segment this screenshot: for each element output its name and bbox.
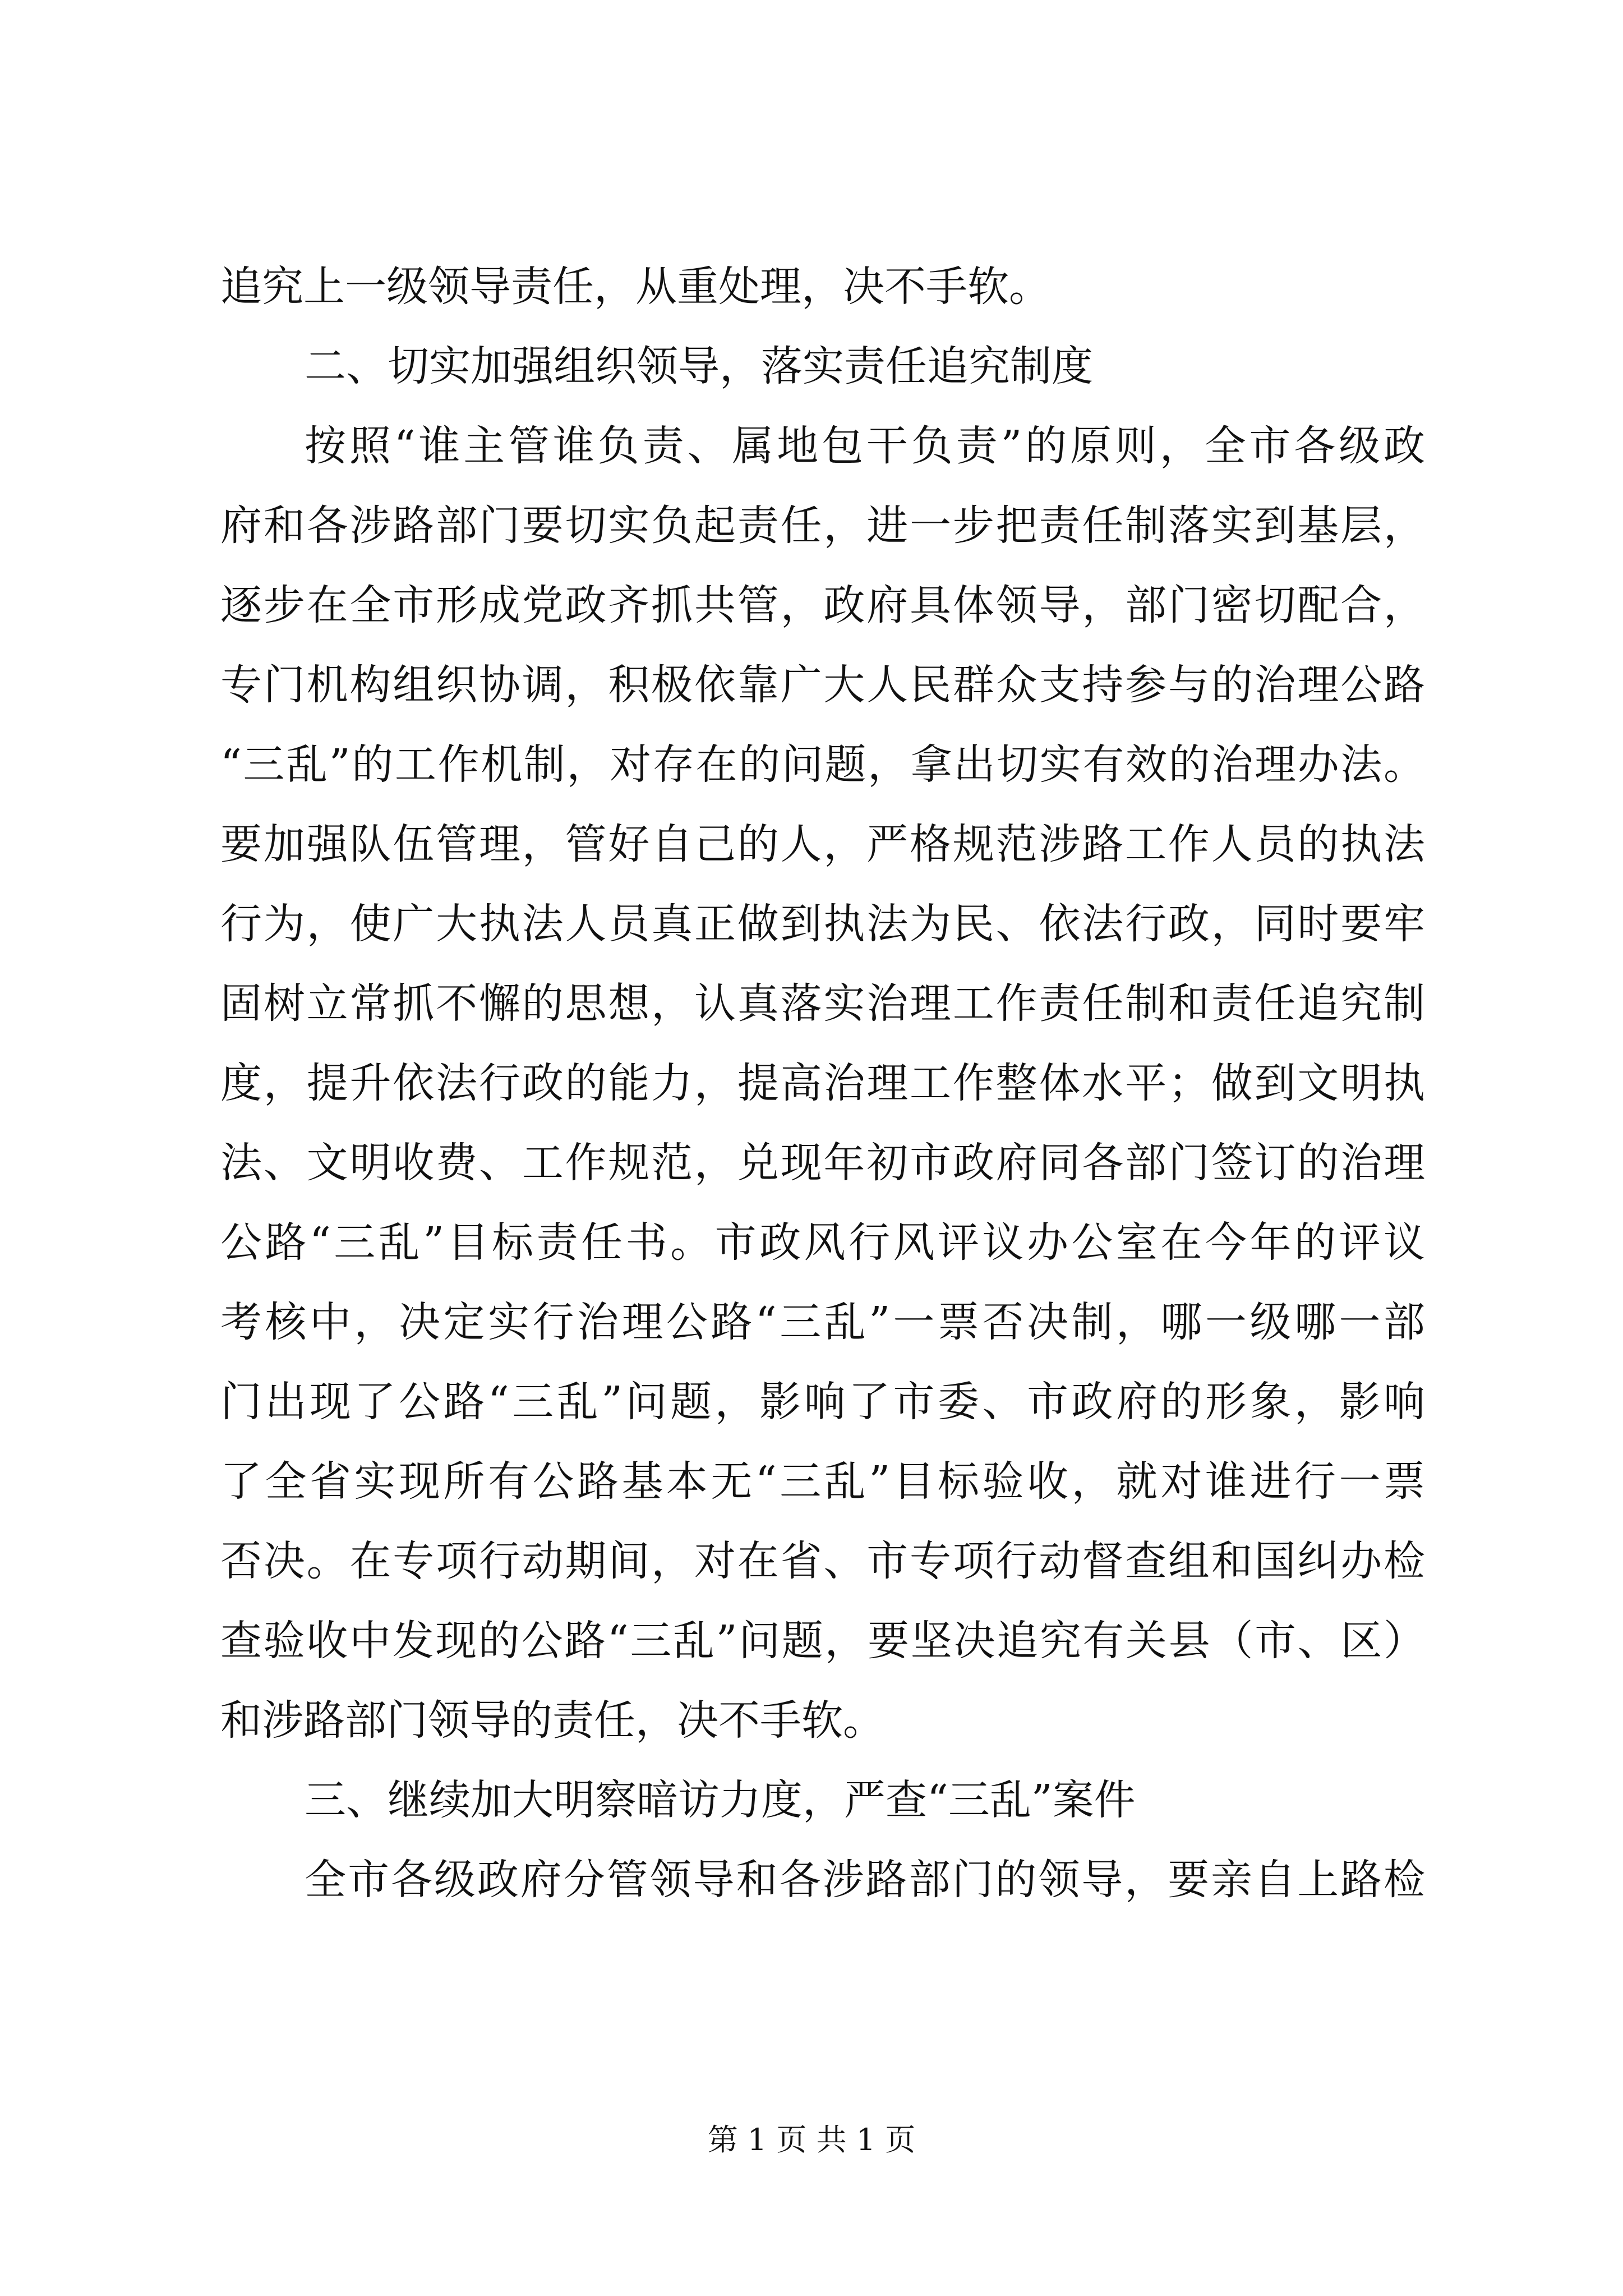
text-line: 追究上一级领导责任，从重处理，决不手软。 <box>220 263 1050 311</box>
section-heading: 二、切实加强组织领导，落实责任追究制度 <box>305 342 1093 390</box>
section-heading: 三、继续加大明察暗访力度，严查“三乱”案件 <box>305 1776 1136 1824</box>
text-line: 门出现了公路“三乱”问题，影响了市委、市政府的形象，影响 <box>220 1378 1425 1426</box>
text-line: 否决。在专项行动期间，对在省、市专项行动督查组和国纠办检 <box>220 1537 1425 1585</box>
text-line: “三乱”的工作机制，对存在的问题，拿出切实有效的治理办法。 <box>220 740 1425 789</box>
text-line: 行为，使广大执法人员真正做到执法为民、依法行政，同时要牢 <box>220 900 1425 948</box>
text-line: 公路“三乱”目标责任书。市政风行风评议办公室在今年的评议 <box>220 1218 1425 1267</box>
text-line: 全市各级政府分管领导和各涉路部门的领导，要亲自上路检 <box>305 1856 1425 1904</box>
text-line: 专门机构组织协调，积极依靠广大人民群众支持参与的治理公路 <box>220 661 1425 709</box>
text-line: 考核中，决定实行治理公路“三乱”一票否决制，哪一级哪一部 <box>220 1298 1425 1346</box>
text-line: 了全省实现所有公路基本无“三乱”目标验收，就对谁进行一票 <box>220 1457 1425 1506</box>
text-line: 和涉路部门领导的责任，决不手软。 <box>220 1696 884 1745</box>
text-line: 逐步在全市形成党政齐抓共管，政府具体领导，部门密切配合， <box>220 581 1425 629</box>
text-line: 按照“谁主管谁负责、属地包干负责”的原则，全市各级政 <box>305 422 1425 470</box>
text-line: 度，提升依法行政的能力，提高治理工作整体水平；做到文明执 <box>220 1059 1425 1107</box>
text-line: 府和各涉路部门要切实负起责任，进一步把责任制落实到基层， <box>220 501 1425 550</box>
text-line: 要加强队伍管理，管好自己的人，严格规范涉路工作人员的执法 <box>220 820 1425 868</box>
page-footer: 第 1 页 共 1 页 <box>707 2122 916 2157</box>
text-line: 法、文明收费、工作规范，兑现年初市政府同各部门签订的治理 <box>220 1139 1425 1187</box>
body-text <box>220 247 1425 1920</box>
text-line: 固树立常抓不懈的思想，认真落实治理工作责任制和责任追究制 <box>220 979 1425 1028</box>
text-line: 查验收中发现的公路“三乱”问题，要坚决追究有关县（市、区） <box>220 1617 1425 1665</box>
